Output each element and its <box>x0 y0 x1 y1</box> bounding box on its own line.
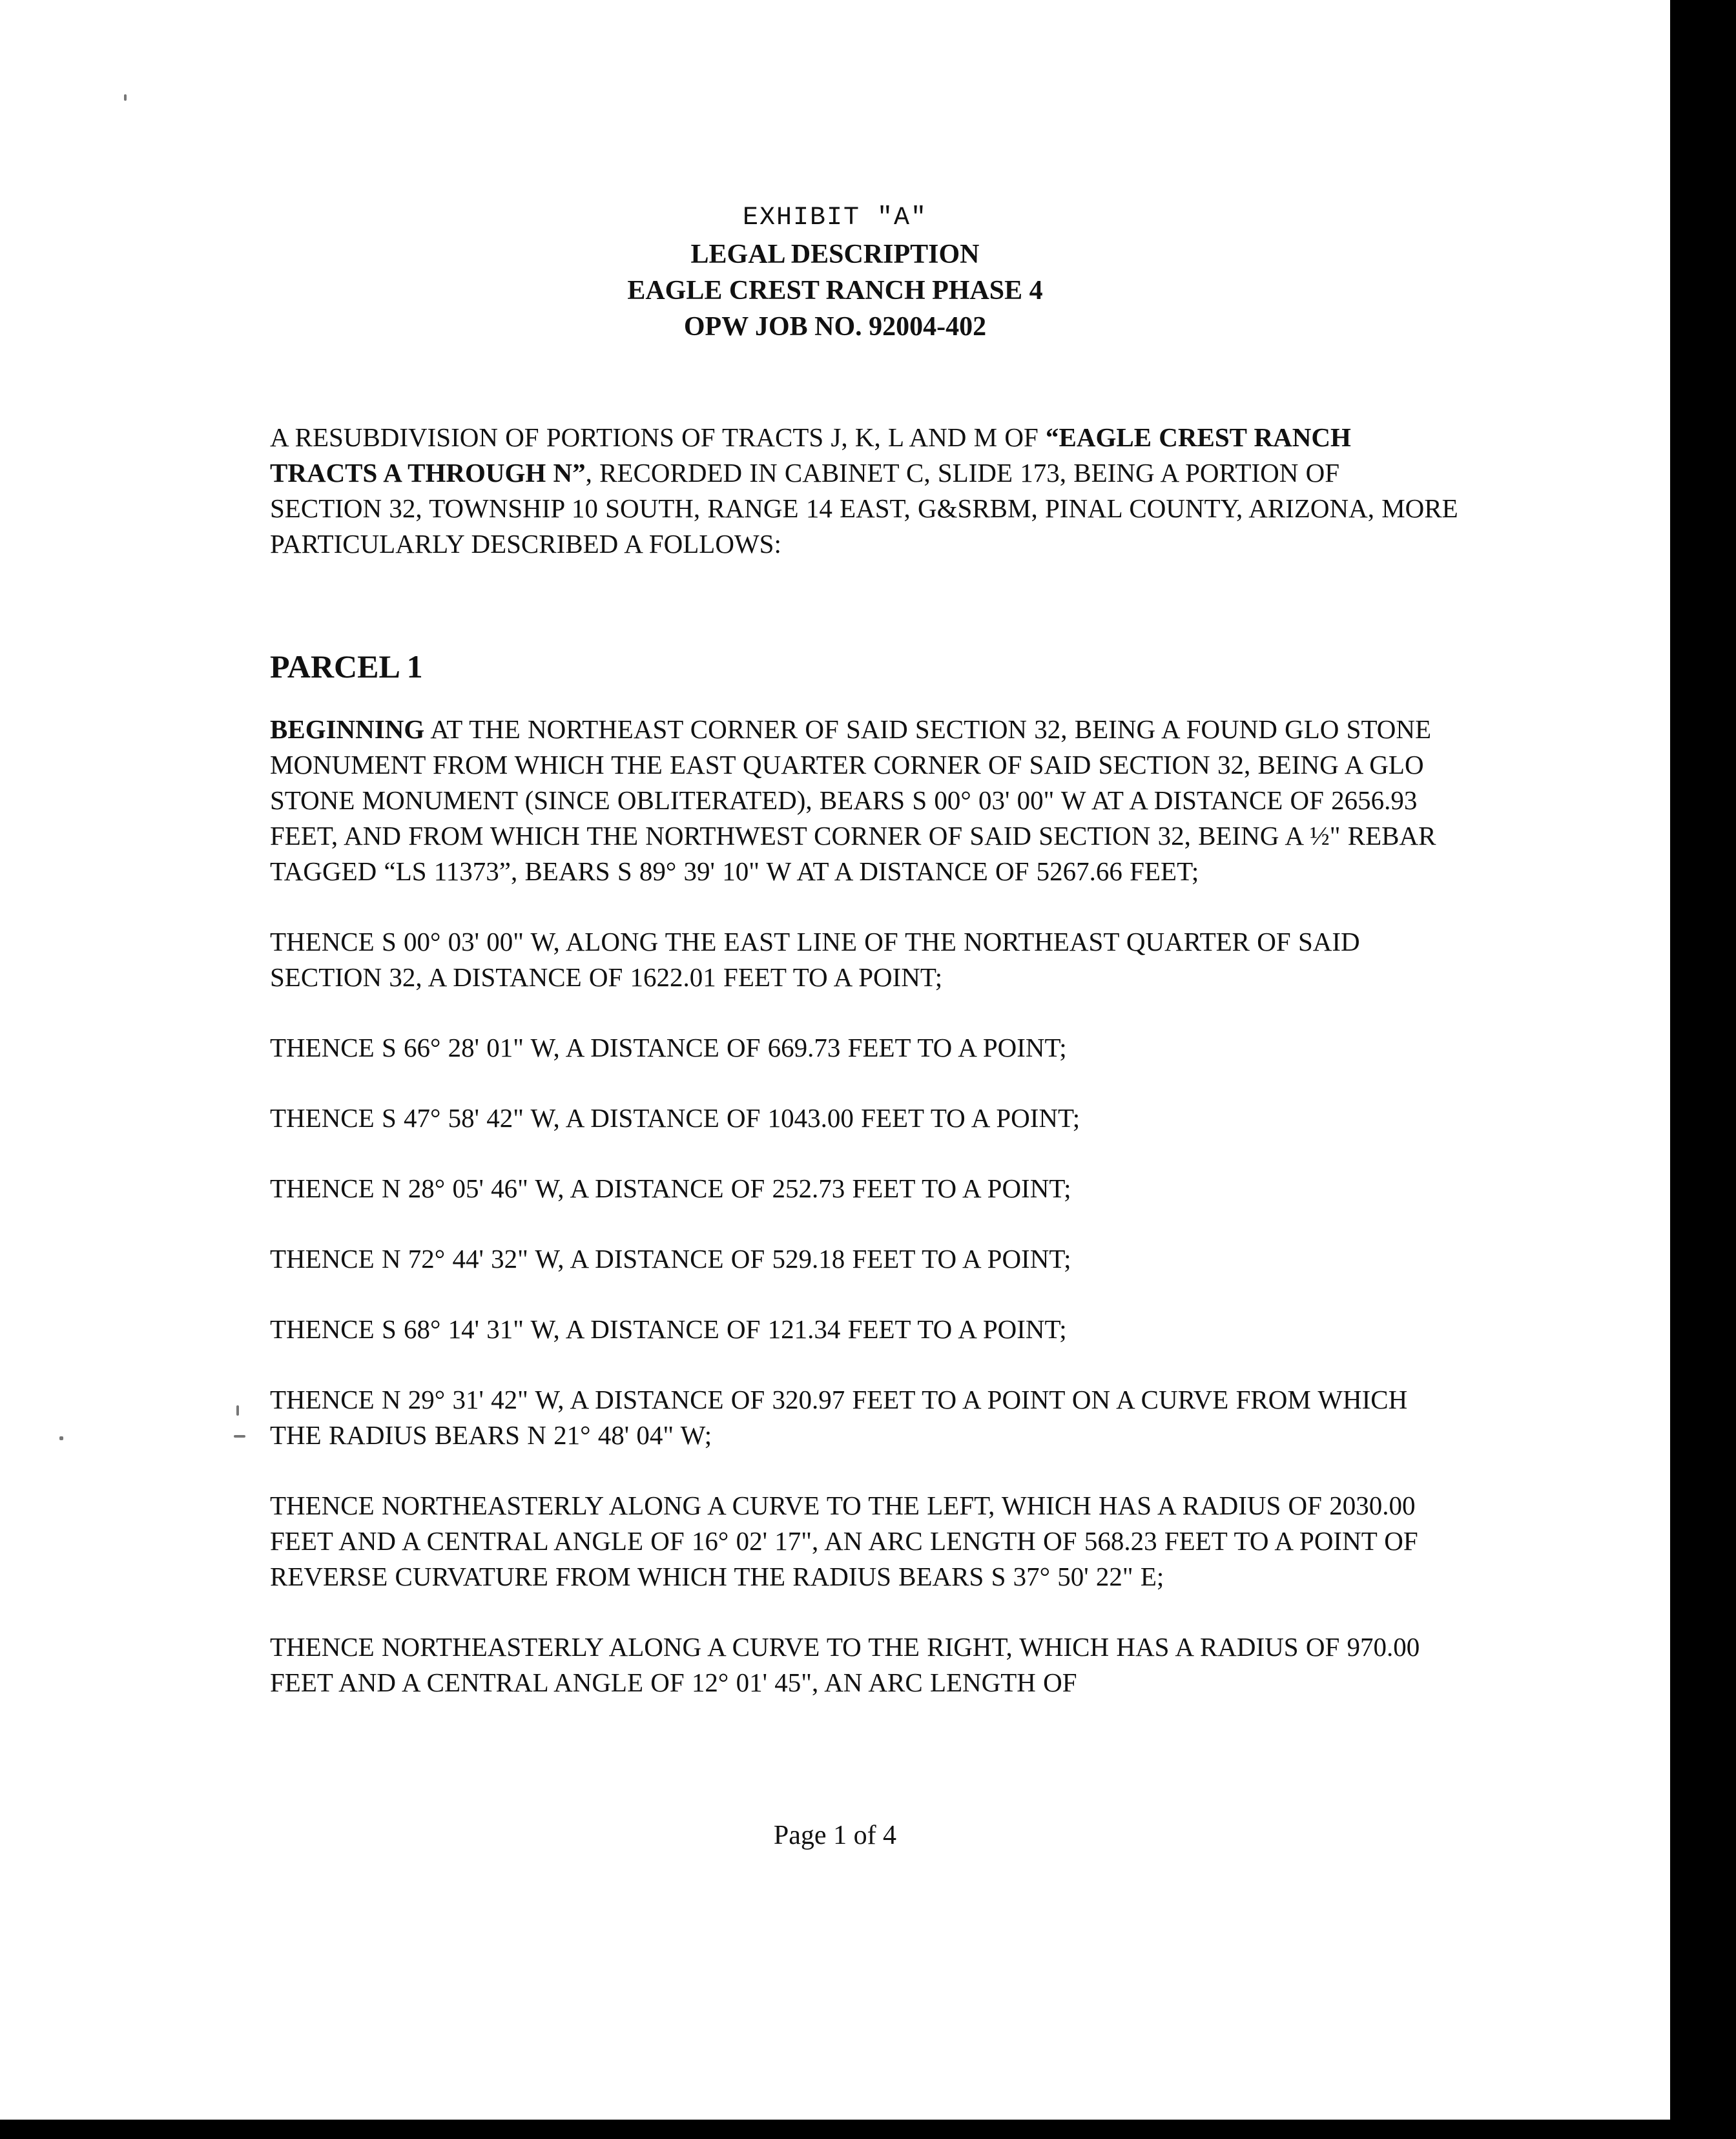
course-paragraph: THENCE NORTHEASTERLY ALONG A CURVE TO THE RIGHT, WHICH HAS A RADIUS OF 970.00 FEET AND A CENTRAL ANGLE OF 12° 01' 45", AN ARC LENGTH OF <box>270 1632 1420 1697</box>
course-paragraph: THENCE NORTHEASTERLY ALONG A CURVE TO THE LEFT, WHICH HAS A RADIUS OF 2030.00 FEET AND A CENTRAL ANGLE OF 16° 02' 17", AN ARC LENGTH OF 568.23 FEET TO A POINT OF REVERSE CURVATURE FROM WHICH THE RADIUS BEARS S 37° 50' 22" E; <box>270 1491 1418 1591</box>
parcel-title: PARCEL 1 <box>270 648 423 685</box>
course-paragraph: THENCE N 28° 05' 46" W, A DISTANCE OF 252.73 FEET TO A POINT; <box>270 1173 1071 1203</box>
scan-border-right <box>1670 0 1736 2139</box>
scan-speck <box>234 1435 245 1438</box>
scan-speck <box>236 1405 239 1416</box>
intro-text-end: , RECORDED IN CABINET C, SLIDE 173, BEING A PORTION OF SECTION 32, TOWNSHIP 10 SOUTH, RANGE 14 EAST, G&SRBM, PINAL COUNTY, ARIZONA, MORE PARTICULARLY DESCRIBED A FOLLOWS: <box>270 458 1458 559</box>
beginning-text: AT THE NORTHEAST CORNER OF SAID SECTION 32, BEING A FOUND GLO STONE MONUMENT FROM WHICH THE EAST QUARTER CORNER OF SAID SECTION 32, BEING A GLO STONE MONUMENT (SINCE OBLITERATED), BEARS S 00° 03' 00" W AT A DISTANCE OF 2656.93 FEET, AND FROM WHICH THE NORTHWEST CORNER OF SAID SECTION 32, BEING A ½" REBAR TAGGED “LS 11373”, BEARS S 89° 39' 10" W AT A DISTANCE OF 5267.66 FEET; <box>270 714 1436 886</box>
scan-speck <box>124 94 127 101</box>
header-legal-description: LEGAL DESCRIPTION <box>690 240 980 269</box>
beginning-paragraph <box>270 712 1458 889</box>
course-paragraph: THENCE S 66° 28' 01" W, A DISTANCE OF 669.73 FEET TO A POINT; <box>270 1033 1067 1062</box>
document-header <box>0 200 1670 345</box>
exhibit-label: EXHIBIT "A" <box>742 203 928 232</box>
header-project-name: EAGLE CREST RANCH PHASE 4 <box>627 276 1043 305</box>
course-paragraph: THENCE S 47° 58' 42" W, A DISTANCE OF 1043.00 FEET TO A POINT; <box>270 1103 1080 1133</box>
scan-border-bottom <box>0 2120 1736 2139</box>
header-job-number: OPW JOB NO. 92004-402 <box>683 312 987 342</box>
intro-tract-name: “EAGLE CREST RANCH TRACTS A THROUGH N” <box>270 422 1351 488</box>
document-body <box>270 420 1458 1735</box>
course-paragraph: THENCE S 00° 03' 00" W, ALONG THE EAST LINE OF THE NORTHEAST QUARTER OF SAID SECTION 32, A DISTANCE OF 1622.01 FEET TO A POINT; <box>270 927 1360 992</box>
page-number: Page 1 of 4 <box>773 1821 897 1850</box>
intro-text-start: A RESUBDIVISION OF PORTIONS OF TRACTS J, K, L AND M OF <box>270 422 1046 452</box>
course-paragraph: THENCE N 29° 31' 42" W, A DISTANCE OF 320.97 FEET TO A POINT ON A CURVE FROM WHICH THE RADIUS BEARS N 21° 48' 04" W; <box>270 1385 1408 1450</box>
course-paragraph: THENCE N 72° 44' 32" W, A DISTANCE OF 529.18 FEET TO A POINT; <box>270 1244 1071 1274</box>
scan-speck <box>59 1436 63 1440</box>
intro-paragraph <box>270 420 1458 562</box>
beginning-label: BEGINNING <box>270 714 425 744</box>
course-paragraph: THENCE S 68° 14' 31" W, A DISTANCE OF 121.34 FEET TO A POINT; <box>270 1314 1067 1344</box>
